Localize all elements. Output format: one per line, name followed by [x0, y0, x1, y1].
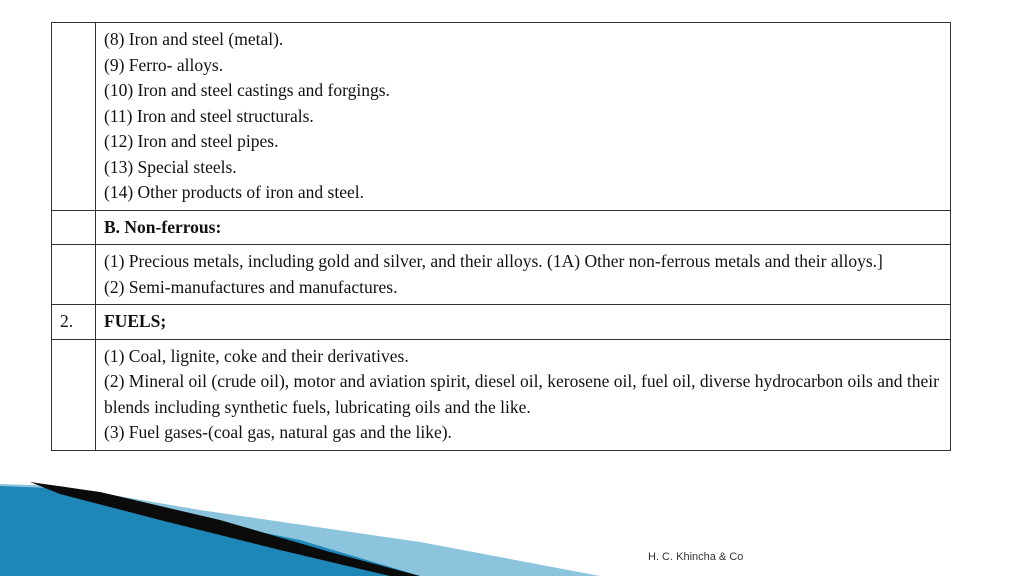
list-item: (8) Iron and steel (metal). — [104, 29, 284, 49]
row-body — [96, 23, 951, 211]
list-item: (2) Mineral oil (crude oil), motor and aviation spirit, diesel oil, kerosene oil, fuel oil, diverse hydrocarbon oils and their blends including synthetic fuels, lubricating oils and the like. — [104, 371, 939, 417]
list-item: (1) Precious metals, including gold and silver, and their alloys. (1A) Other non-ferrous metals and their alloys.] — [104, 251, 883, 271]
list-item: (13) Special steels. — [104, 156, 237, 177]
table-row — [52, 210, 951, 245]
row-number — [52, 23, 96, 211]
list-item: (9) Ferro- alloys. — [104, 54, 224, 75]
list-item: (3) Fuel gases-(coal gas, natural gas and the like). — [104, 422, 452, 442]
list-item: (1) Coal, lignite, coke and their derivatives. — [104, 345, 409, 366]
list-item: (11) Iron and steel structurals. — [104, 105, 314, 126]
list-item: (2) Semi-manufactures and manufactures. — [104, 276, 398, 297]
section-heading-non-ferrous: B. Non-ferrous: — [96, 210, 951, 245]
list-item: (12) Iron and steel pipes. — [104, 131, 279, 151]
decorative-swoosh — [0, 480, 1024, 576]
row-number — [52, 210, 96, 245]
content-table — [51, 22, 951, 451]
list-item: (10) Iron and steel castings and forgings. — [104, 80, 390, 100]
footer-credit: H. C. Khincha & Co — [648, 551, 744, 563]
table-row — [52, 339, 951, 450]
row-body — [96, 245, 951, 305]
section-heading-fuels: FUELS; — [96, 305, 951, 340]
row-body — [96, 339, 951, 450]
row-number: 2. — [52, 305, 96, 340]
row-number — [52, 245, 96, 305]
table-row — [52, 245, 951, 305]
list-item: (14) Other products of iron and steel. — [104, 182, 364, 202]
table-row — [52, 305, 951, 340]
row-number — [52, 339, 96, 450]
table-row — [52, 23, 951, 211]
